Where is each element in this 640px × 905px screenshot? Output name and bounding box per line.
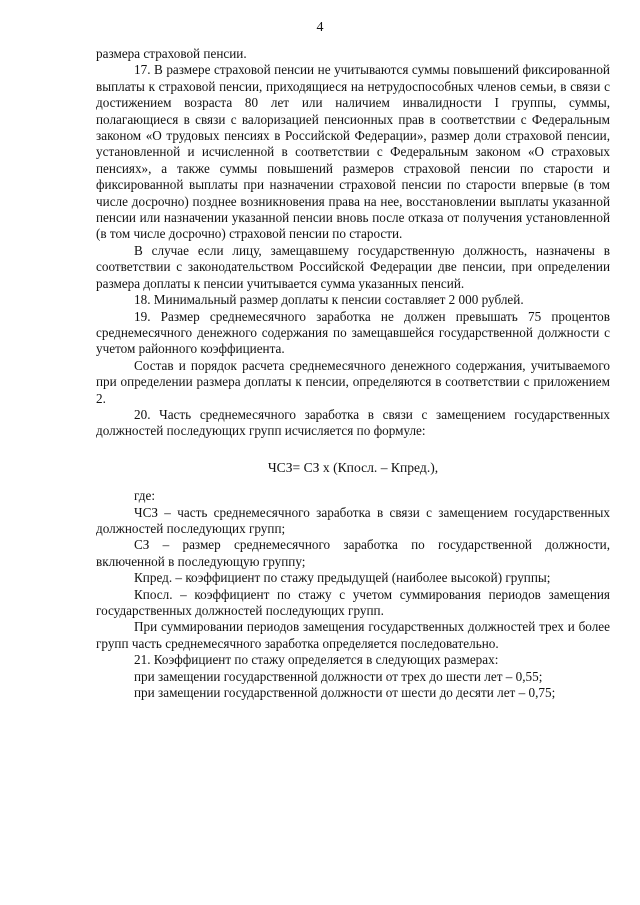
page-number: 4 bbox=[316, 20, 324, 35]
paragraph-item-19: 19. Размер среднемесячного заработка не должен превышать 75 процентов среднемесячного денежного содержания по замещавшейся государственной должности с учетом районного коэффициента. bbox=[96, 308, 610, 357]
paragraph-two-pensions: В случае если лицу, замещавшему государственную должность, назначены в соответствии с законодательством Российской Федерации две пенсии, при определении размера доплаты к пенсии учитывается сумма указанных пенсий. bbox=[96, 242, 610, 291]
paragraph-item-21: 21. Коэффициент по стажу определяется в следующих размерах: bbox=[134, 652, 499, 668]
coefficient-3-6-years: при замещении государственной должности от трех до шести лет – 0,55; bbox=[134, 668, 543, 684]
definition-kpred: Кпред. – коэффициент по стажу предыдущей (наиболее высокой) группы; bbox=[134, 570, 551, 586]
formula: ЧСЗ= СЗ х (Кпосл. – Кпред.), bbox=[267, 459, 439, 475]
paragraph-item-20: 20. Часть среднемесячного заработка в связи с замещением государственных должностей последующих групп исчисляется по формуле: bbox=[96, 406, 610, 439]
paragraph-summation: При суммировании периодов замещения государственных должностей трех и более групп часть среднемесячного заработка определяется последовательно. bbox=[96, 619, 610, 651]
paragraph-item-18: 18. Минимальный размер доплаты к пенсии составляет 2 000 рублей. bbox=[134, 292, 524, 308]
definition-sz: СЗ – размер среднемесячного заработка по государственной должности, включенной в последующую группу; bbox=[96, 537, 610, 569]
paragraph-item-17: 17. В размере страховой пенсии не учитываются суммы повышений фиксированной выплаты к страховой пенсии, приходящиеся на нетрудоспособных членов семьи, в связи с достижением возраста 80 лет или наличием инвалидности I группы, суммы, полагающиеся в связи с валоризацией пенсионных прав в соответствии с Федеральным законом «О трудовых пенсиях в Российской Федерации», размер доли страховой пенсии, установленной и исчисленной в соответствии с Федеральным законом «О страховых пенсиях», а также суммы повышений размеров страховой пенсии по старости и фиксированной выплаты при назначении страховой пенсии по старости впервые (в том числе досрочно) позднее возникновения права на нее, восстановлении выплаты указанной пенсии или назначении указанной пенсии вновь после отказа от получения установленной (в том числе досрочно) страховой пенсии по старости. bbox=[96, 62, 610, 242]
coefficient-6-10-years: при замещении государственной должности от шести до десяти лет – 0,75; bbox=[134, 685, 556, 701]
paragraph-where: где: bbox=[134, 488, 155, 504]
document-body bbox=[96, 46, 610, 701]
definition-kposl: Кпосл. – коэффициент по стажу с учетом суммирования периодов замещения государственных должностей последующих групп. bbox=[96, 586, 610, 618]
paragraph-composition: Состав и порядок расчета среднемесячного денежного содержания, учитываемого при определении размера доплаты к пенсии, определяются в соответствии с приложением 2. bbox=[96, 357, 610, 406]
definition-chsz: ЧСЗ – часть среднемесячного заработка в связи с замещением государственных должностей последующих групп; bbox=[96, 504, 610, 536]
paragraph-continuation: размера страховой пенсии. bbox=[96, 46, 247, 61]
